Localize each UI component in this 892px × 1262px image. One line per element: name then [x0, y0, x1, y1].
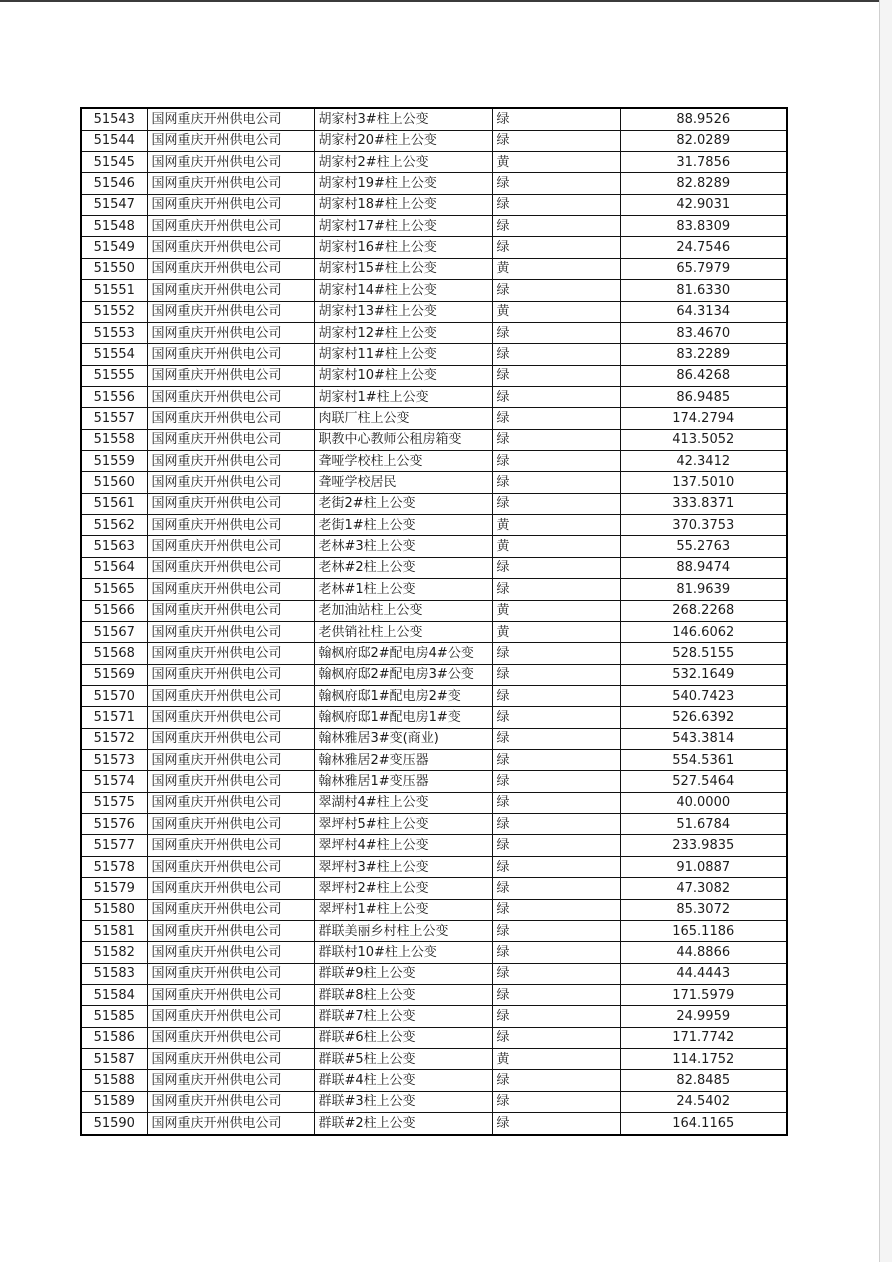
table-row — [81, 258, 787, 279]
row-id-cell: 51546 — [81, 173, 147, 194]
value-cell: 40.0000 — [620, 792, 787, 813]
transformer-name-cell: 群联美丽乡村柱上公变 — [314, 920, 492, 941]
value-cell: 88.9474 — [620, 557, 787, 578]
transformer-name-cell: 老林#1柱上公变 — [314, 579, 492, 600]
table-row — [81, 493, 787, 514]
value-cell: 165.1186 — [620, 920, 787, 941]
company-cell: 国网重庆开州供电公司 — [147, 621, 314, 642]
row-id-cell: 51570 — [81, 685, 147, 706]
row-id-cell: 51564 — [81, 557, 147, 578]
status-cell: 绿 — [492, 1027, 620, 1048]
row-id-cell: 51566 — [81, 600, 147, 621]
table-row — [81, 878, 787, 899]
value-cell: 31.7856 — [620, 151, 787, 172]
table-row — [81, 408, 787, 429]
value-cell: 528.5155 — [620, 643, 787, 664]
value-cell: 81.6330 — [620, 280, 787, 301]
status-cell: 黄 — [492, 600, 620, 621]
status-cell: 黄 — [492, 515, 620, 536]
company-cell: 国网重庆开州供电公司 — [147, 237, 314, 258]
row-id-cell: 51548 — [81, 216, 147, 237]
status-cell: 黄 — [492, 301, 620, 322]
table-row — [81, 557, 787, 578]
status-cell: 绿 — [492, 835, 620, 856]
transformer-name-cell: 胡家村12#柱上公变 — [314, 322, 492, 343]
table-body — [81, 108, 787, 1135]
company-cell: 国网重庆开州供电公司 — [147, 878, 314, 899]
transformer-name-cell: 群联#2柱上公变 — [314, 1113, 492, 1135]
table-row — [81, 130, 787, 151]
company-cell: 国网重庆开州供电公司 — [147, 1091, 314, 1112]
table-row — [81, 216, 787, 237]
value-cell: 543.3814 — [620, 728, 787, 749]
company-cell: 国网重庆开州供电公司 — [147, 728, 314, 749]
company-cell: 国网重庆开州供电公司 — [147, 707, 314, 728]
row-id-cell: 51574 — [81, 771, 147, 792]
company-cell: 国网重庆开州供电公司 — [147, 386, 314, 407]
row-id-cell: 51544 — [81, 130, 147, 151]
status-cell: 绿 — [492, 173, 620, 194]
row-id-cell: 51555 — [81, 365, 147, 386]
transformer-name-cell: 翠坪村3#柱上公变 — [314, 856, 492, 877]
row-id-cell: 51582 — [81, 942, 147, 963]
transformer-name-cell: 胡家村10#柱上公变 — [314, 365, 492, 386]
transformer-name-cell: 胡家村2#柱上公变 — [314, 151, 492, 172]
transformer-name-cell: 胡家村3#柱上公变 — [314, 108, 492, 130]
transformer-name-cell: 群联#8柱上公变 — [314, 985, 492, 1006]
status-cell: 绿 — [492, 856, 620, 877]
company-cell: 国网重庆开州供电公司 — [147, 1070, 314, 1091]
status-cell: 绿 — [492, 1070, 620, 1091]
table-row — [81, 728, 787, 749]
table-row — [81, 173, 787, 194]
status-cell: 绿 — [492, 237, 620, 258]
status-cell: 黄 — [492, 1049, 620, 1070]
value-cell: 42.9031 — [620, 194, 787, 215]
status-cell: 绿 — [492, 920, 620, 941]
transformer-name-cell: 老街1#柱上公变 — [314, 515, 492, 536]
transformer-name-cell: 胡家村15#柱上公变 — [314, 258, 492, 279]
value-cell: 171.5979 — [620, 985, 787, 1006]
company-cell: 国网重庆开州供电公司 — [147, 835, 314, 856]
transformer-name-cell: 群联村10#柱上公变 — [314, 942, 492, 963]
company-cell: 国网重庆开州供电公司 — [147, 1113, 314, 1135]
value-cell: 85.3072 — [620, 899, 787, 920]
row-id-cell: 51550 — [81, 258, 147, 279]
status-cell: 绿 — [492, 643, 620, 664]
table-row — [81, 750, 787, 771]
transformer-name-cell: 胡家村17#柱上公变 — [314, 216, 492, 237]
table-row — [81, 429, 787, 450]
table-row — [81, 344, 787, 365]
value-cell: 65.7979 — [620, 258, 787, 279]
value-cell: 540.7423 — [620, 685, 787, 706]
transformer-name-cell: 老加油站柱上公变 — [314, 600, 492, 621]
row-id-cell: 51557 — [81, 408, 147, 429]
row-id-cell: 51565 — [81, 579, 147, 600]
value-cell: 82.8289 — [620, 173, 787, 194]
row-id-cell: 51567 — [81, 621, 147, 642]
company-cell: 国网重庆开州供电公司 — [147, 258, 314, 279]
status-cell: 黄 — [492, 536, 620, 557]
status-cell: 绿 — [492, 985, 620, 1006]
row-id-cell: 51580 — [81, 899, 147, 920]
company-cell: 国网重庆开州供电公司 — [147, 472, 314, 493]
transformer-name-cell: 胡家村19#柱上公变 — [314, 173, 492, 194]
value-cell: 83.8309 — [620, 216, 787, 237]
status-cell: 绿 — [492, 963, 620, 984]
status-cell: 黄 — [492, 621, 620, 642]
transformer-name-cell: 胡家村13#柱上公变 — [314, 301, 492, 322]
table-row — [81, 280, 787, 301]
company-cell: 国网重庆开州供电公司 — [147, 344, 314, 365]
company-cell: 国网重庆开州供电公司 — [147, 899, 314, 920]
status-cell: 绿 — [492, 344, 620, 365]
status-cell: 绿 — [492, 1091, 620, 1112]
row-id-cell: 51552 — [81, 301, 147, 322]
status-cell: 绿 — [492, 685, 620, 706]
row-id-cell: 51586 — [81, 1027, 147, 1048]
table-row — [81, 1049, 787, 1070]
row-id-cell: 51545 — [81, 151, 147, 172]
row-id-cell: 51568 — [81, 643, 147, 664]
value-cell: 164.1165 — [620, 1113, 787, 1135]
table-row — [81, 1006, 787, 1027]
transformer-name-cell: 胡家村11#柱上公变 — [314, 344, 492, 365]
transformer-name-cell: 老供销社柱上公变 — [314, 621, 492, 642]
table-row — [81, 621, 787, 642]
table-row — [81, 985, 787, 1006]
row-id-cell: 51572 — [81, 728, 147, 749]
status-cell: 绿 — [492, 108, 620, 130]
row-id-cell: 51560 — [81, 472, 147, 493]
company-cell: 国网重庆开州供电公司 — [147, 792, 314, 813]
value-cell: 86.9485 — [620, 386, 787, 407]
company-cell: 国网重庆开州供电公司 — [147, 600, 314, 621]
value-cell: 233.9835 — [620, 835, 787, 856]
value-cell: 91.0887 — [620, 856, 787, 877]
table-row — [81, 899, 787, 920]
value-cell: 526.6392 — [620, 707, 787, 728]
transformer-name-cell: 胡家村18#柱上公变 — [314, 194, 492, 215]
company-cell: 国网重庆开州供电公司 — [147, 216, 314, 237]
row-id-cell: 51578 — [81, 856, 147, 877]
row-id-cell: 51573 — [81, 750, 147, 771]
status-cell: 绿 — [492, 216, 620, 237]
status-cell: 绿 — [492, 899, 620, 920]
value-cell: 83.2289 — [620, 344, 787, 365]
table-row — [81, 386, 787, 407]
table-row — [81, 515, 787, 536]
row-id-cell: 51589 — [81, 1091, 147, 1112]
row-id-cell: 51558 — [81, 429, 147, 450]
company-cell: 国网重庆开州供电公司 — [147, 771, 314, 792]
row-id-cell: 51553 — [81, 322, 147, 343]
status-cell: 绿 — [492, 493, 620, 514]
transformer-name-cell: 翰枫府邸2#配电房4#公变 — [314, 643, 492, 664]
transformer-name-cell: 翰林雅居2#变压器 — [314, 750, 492, 771]
transformer-name-cell: 翰林雅居1#变压器 — [314, 771, 492, 792]
company-cell: 国网重庆开州供电公司 — [147, 536, 314, 557]
transformer-name-cell: 群联#4柱上公变 — [314, 1070, 492, 1091]
transformer-name-cell: 老林#3柱上公变 — [314, 536, 492, 557]
company-cell: 国网重庆开州供电公司 — [147, 664, 314, 685]
value-cell: 51.6784 — [620, 814, 787, 835]
transformer-name-cell: 胡家村14#柱上公变 — [314, 280, 492, 301]
row-id-cell: 51576 — [81, 814, 147, 835]
transformer-name-cell: 翠坪村5#柱上公变 — [314, 814, 492, 835]
transformer-name-cell: 胡家村16#柱上公变 — [314, 237, 492, 258]
table-row — [81, 1027, 787, 1048]
transformer-name-cell: 聋哑学校居民 — [314, 472, 492, 493]
row-id-cell: 51585 — [81, 1006, 147, 1027]
row-id-cell: 51584 — [81, 985, 147, 1006]
company-cell: 国网重庆开州供电公司 — [147, 151, 314, 172]
status-cell: 绿 — [492, 942, 620, 963]
value-cell: 82.8485 — [620, 1070, 787, 1091]
row-id-cell: 51556 — [81, 386, 147, 407]
page-right-edge — [879, 0, 892, 1262]
value-cell: 532.1649 — [620, 664, 787, 685]
value-cell: 146.6062 — [620, 621, 787, 642]
company-cell: 国网重庆开州供电公司 — [147, 579, 314, 600]
value-cell: 171.7742 — [620, 1027, 787, 1048]
company-cell: 国网重庆开州供电公司 — [147, 301, 314, 322]
status-cell: 绿 — [492, 728, 620, 749]
transformer-name-cell: 翰林雅居3#变(商业) — [314, 728, 492, 749]
transformer-name-cell: 群联#5柱上公变 — [314, 1049, 492, 1070]
value-cell: 413.5052 — [620, 429, 787, 450]
table-row — [81, 963, 787, 984]
transformer-name-cell: 群联#3柱上公变 — [314, 1091, 492, 1112]
row-id-cell: 51561 — [81, 493, 147, 514]
company-cell: 国网重庆开州供电公司 — [147, 408, 314, 429]
value-cell: 44.8866 — [620, 942, 787, 963]
company-cell: 国网重庆开州供电公司 — [147, 130, 314, 151]
company-cell: 国网重庆开州供电公司 — [147, 194, 314, 215]
table-row — [81, 1113, 787, 1135]
transformer-name-cell: 老街2#柱上公变 — [314, 493, 492, 514]
status-cell: 黄 — [492, 151, 620, 172]
table-row — [81, 920, 787, 941]
value-cell: 370.3753 — [620, 515, 787, 536]
transformer-name-cell: 职教中心教师公租房箱变 — [314, 429, 492, 450]
transformer-name-cell: 翠坪村1#柱上公变 — [314, 899, 492, 920]
row-id-cell: 51577 — [81, 835, 147, 856]
table-row — [81, 942, 787, 963]
status-cell: 绿 — [492, 194, 620, 215]
value-cell: 81.9639 — [620, 579, 787, 600]
status-cell: 绿 — [492, 557, 620, 578]
table-row — [81, 365, 787, 386]
value-cell: 86.4268 — [620, 365, 787, 386]
table-row — [81, 1091, 787, 1112]
table-row — [81, 814, 787, 835]
row-id-cell: 51551 — [81, 280, 147, 301]
company-cell: 国网重庆开州供电公司 — [147, 451, 314, 472]
transformer-name-cell: 翠坪村2#柱上公变 — [314, 878, 492, 899]
table-row — [81, 600, 787, 621]
row-id-cell: 51588 — [81, 1070, 147, 1091]
row-id-cell: 51571 — [81, 707, 147, 728]
value-cell: 24.7546 — [620, 237, 787, 258]
row-id-cell: 51562 — [81, 515, 147, 536]
status-cell: 绿 — [492, 365, 620, 386]
company-cell: 国网重庆开州供电公司 — [147, 515, 314, 536]
transformer-name-cell: 胡家村1#柱上公变 — [314, 386, 492, 407]
company-cell: 国网重庆开州供电公司 — [147, 920, 314, 941]
value-cell: 268.2268 — [620, 600, 787, 621]
table-row — [81, 579, 787, 600]
row-id-cell: 51569 — [81, 664, 147, 685]
company-cell: 国网重庆开州供电公司 — [147, 322, 314, 343]
row-id-cell: 51549 — [81, 237, 147, 258]
table-row — [81, 1070, 787, 1091]
table-row — [81, 194, 787, 215]
value-cell: 44.4443 — [620, 963, 787, 984]
row-id-cell: 51543 — [81, 108, 147, 130]
row-id-cell: 51547 — [81, 194, 147, 215]
value-cell: 83.4670 — [620, 322, 787, 343]
transformer-name-cell: 翰枫府邸1#配电房2#变 — [314, 685, 492, 706]
value-cell: 554.5361 — [620, 750, 787, 771]
status-cell: 绿 — [492, 579, 620, 600]
company-cell: 国网重庆开州供电公司 — [147, 365, 314, 386]
status-cell: 绿 — [492, 1113, 620, 1135]
table-row — [81, 664, 787, 685]
status-cell: 黄 — [492, 258, 620, 279]
transformer-name-cell: 群联#6柱上公变 — [314, 1027, 492, 1048]
status-cell: 绿 — [492, 472, 620, 493]
status-cell: 绿 — [492, 750, 620, 771]
company-cell: 国网重庆开州供电公司 — [147, 750, 314, 771]
company-cell: 国网重庆开州供电公司 — [147, 985, 314, 1006]
company-cell: 国网重庆开州供电公司 — [147, 685, 314, 706]
company-cell: 国网重庆开州供电公司 — [147, 1027, 314, 1048]
table-row — [81, 472, 787, 493]
company-cell: 国网重庆开州供电公司 — [147, 173, 314, 194]
company-cell: 国网重庆开州供电公司 — [147, 963, 314, 984]
page-top-edge — [0, 0, 881, 2]
status-cell: 绿 — [492, 792, 620, 813]
status-cell: 绿 — [492, 322, 620, 343]
row-id-cell: 51587 — [81, 1049, 147, 1070]
value-cell: 527.5464 — [620, 771, 787, 792]
row-id-cell: 51579 — [81, 878, 147, 899]
transformer-name-cell: 聋哑学校柱上公变 — [314, 451, 492, 472]
status-cell: 绿 — [492, 408, 620, 429]
value-cell: 333.8371 — [620, 493, 787, 514]
status-cell: 绿 — [492, 814, 620, 835]
value-cell: 55.2763 — [620, 536, 787, 557]
value-cell: 88.9526 — [620, 108, 787, 130]
company-cell: 国网重庆开州供电公司 — [147, 1049, 314, 1070]
table-row — [81, 771, 787, 792]
company-cell: 国网重庆开州供电公司 — [147, 493, 314, 514]
company-cell: 国网重庆开州供电公司 — [147, 108, 314, 130]
value-cell: 114.1752 — [620, 1049, 787, 1070]
company-cell: 国网重庆开州供电公司 — [147, 429, 314, 450]
table-row — [81, 322, 787, 343]
transformer-name-cell: 老林#2柱上公变 — [314, 557, 492, 578]
table-row — [81, 237, 787, 258]
company-cell: 国网重庆开州供电公司 — [147, 643, 314, 664]
transformer-name-cell: 胡家村20#柱上公变 — [314, 130, 492, 151]
company-cell: 国网重庆开州供电公司 — [147, 1006, 314, 1027]
value-cell: 47.3082 — [620, 878, 787, 899]
table-row — [81, 108, 787, 130]
status-cell: 绿 — [492, 280, 620, 301]
table-row — [81, 856, 787, 877]
company-cell: 国网重庆开州供电公司 — [147, 856, 314, 877]
row-id-cell: 51581 — [81, 920, 147, 941]
row-id-cell: 51575 — [81, 792, 147, 813]
table-row — [81, 536, 787, 557]
table-row — [81, 685, 787, 706]
transformer-name-cell: 群联#9柱上公变 — [314, 963, 492, 984]
value-cell: 174.2794 — [620, 408, 787, 429]
status-cell: 绿 — [492, 1006, 620, 1027]
table-row — [81, 151, 787, 172]
status-cell: 绿 — [492, 386, 620, 407]
value-cell: 24.9959 — [620, 1006, 787, 1027]
table-row — [81, 707, 787, 728]
company-cell: 国网重庆开州供电公司 — [147, 814, 314, 835]
value-cell: 64.3134 — [620, 301, 787, 322]
status-cell: 绿 — [492, 451, 620, 472]
transformer-name-cell: 翰枫府邸2#配电房3#公变 — [314, 664, 492, 685]
company-cell: 国网重庆开州供电公司 — [147, 942, 314, 963]
value-cell: 137.5010 — [620, 472, 787, 493]
transformer-name-cell: 翠坪村4#柱上公变 — [314, 835, 492, 856]
table-row — [81, 792, 787, 813]
transformer-name-cell: 肉联厂柱上公变 — [314, 408, 492, 429]
row-id-cell: 51583 — [81, 963, 147, 984]
row-id-cell: 51554 — [81, 344, 147, 365]
table-row — [81, 835, 787, 856]
table-row — [81, 643, 787, 664]
value-cell: 24.5402 — [620, 1091, 787, 1112]
table-row — [81, 301, 787, 322]
table-row — [81, 451, 787, 472]
company-cell: 国网重庆开州供电公司 — [147, 280, 314, 301]
row-id-cell: 51559 — [81, 451, 147, 472]
value-cell: 42.3412 — [620, 451, 787, 472]
status-cell: 绿 — [492, 130, 620, 151]
row-id-cell: 51563 — [81, 536, 147, 557]
status-cell: 绿 — [492, 664, 620, 685]
value-cell: 82.0289 — [620, 130, 787, 151]
status-cell: 绿 — [492, 771, 620, 792]
status-cell: 绿 — [492, 429, 620, 450]
transformer-name-cell: 群联#7柱上公变 — [314, 1006, 492, 1027]
transformer-name-cell: 翠湖村4#柱上公变 — [314, 792, 492, 813]
row-id-cell: 51590 — [81, 1113, 147, 1135]
company-cell: 国网重庆开州供电公司 — [147, 557, 314, 578]
transformer-name-cell: 翰枫府邸1#配电房1#变 — [314, 707, 492, 728]
status-cell: 绿 — [492, 707, 620, 728]
status-cell: 绿 — [492, 878, 620, 899]
transformer-load-table — [80, 107, 788, 1136]
